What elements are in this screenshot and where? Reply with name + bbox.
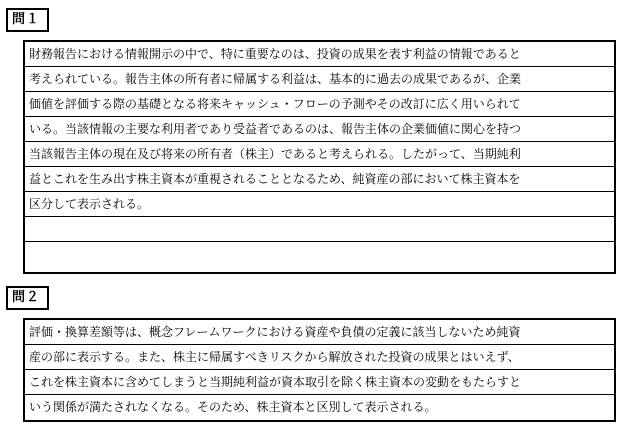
answer-line: 産の部に表示する。また、株主に帰属すべきリスクから解放された投資の成果とはいえず、 (25, 345, 614, 370)
answer-line: 区分して表示される。 (25, 192, 614, 217)
answer-line: 当該報告主体の現在及び将来の所有者（株主）であると考えられる。したがって、当期純利 (25, 142, 614, 167)
answer-line: いう関係が満たされなくなる。そのため、株主資本と区別して表示される。 (29, 400, 437, 414)
answer-line: 評価・換算差額等は、概念フレームワークにおける資産や負債の定義に該当しないため純資 (25, 320, 614, 345)
answer-line: 益とこれを生み出す株主資本が重視されることとなるため、純資産の部において株主資本を (25, 167, 614, 192)
answer-line: 価値を評価する際の基礎となる将来キャッシュ・フローの予測やその改訂に広く用いられて (25, 92, 614, 117)
question-1-answer-box (23, 40, 616, 274)
answer-line: 財務報告における情報開示の中で、特に重要なのは、投資の成果を表す利益の情報であると (25, 42, 614, 67)
answer-line: これを株主資本に含めてしまうと当期純利益が資本取引を除く株主資本の変動をもたらすと (25, 370, 614, 395)
question-2-answer-box (23, 318, 616, 422)
answer-line-blank (25, 217, 614, 242)
question-2-label: 問２ (6, 286, 49, 310)
question-1-label: 問１ (6, 8, 49, 32)
answer-line-blank (25, 242, 614, 267)
answer-line: いる。当該情報の主要な利用者であり受益者であるのは、報告主体の企業価値に関心を持つ (25, 117, 614, 142)
answer-line: 考えられている。報告主体の所有者に帰属する利益は、基本的に過去の成果であるが、企業 (25, 67, 614, 92)
